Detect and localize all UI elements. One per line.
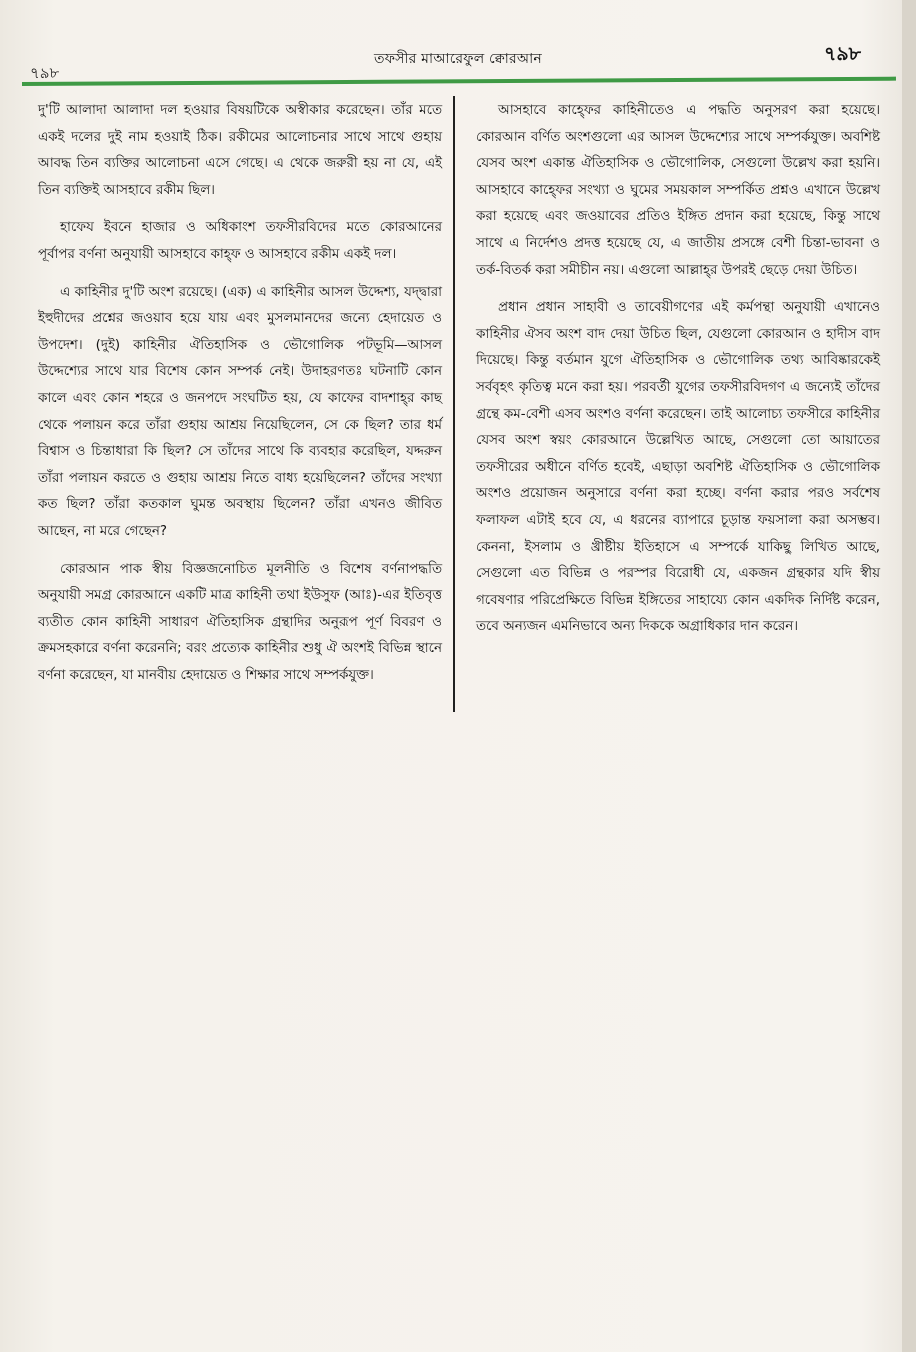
right-column xyxy=(476,98,880,652)
paragraph: এ কাহিনীর দু'টি অংশ রয়েছে। (এক) এ কাহিনীর আসল উদ্দেশ্য, যদ্দ্বারা ইহুদীদের প্রশ্নের জওয়াব হয়ে যায় এবং মুসলমানদের জন্যে হেদায়েত ও উপদেশ। (দুই) কাহিনীর ঐতিহাসিক ও ভৌগোলিক পটভূমি—আসল উদ্দেশ্যের সাথে যার বিশেষ কোন সম্পর্ক নেই। উদাহরণতঃ ঘটনাটি কোন কালে এবং কোন শহরে ও জনপদে সংঘটিত হয়, যে কাফের বাদশাহ্‌র কাছ থেকে পলায়ন করে তাঁরা গুহায় আশ্রয় নিয়েছিলেন, সে কে ছিল? তার ধর্ম বিশ্বাস ও চিন্তাধারা কি ছিল? সে তাঁদের সাথে কি ব্যবহার করেছিল, যদ্দরুন তাঁরা পলায়ন করতে ও গুহায় আশ্রয় নিতে বাধ্য হয়েছিলেন? তাঁদের সংখ্যা কত ছিল? তাঁরা কতকাল ঘুমন্ত অবস্থায় ছিলেন? তাঁরা এখনও জীবিত আছেন, না মরে গেছেন? xyxy=(38,284,442,539)
page-number-right: ৭৯৮ xyxy=(824,43,862,65)
left-column xyxy=(38,98,442,700)
column-divider xyxy=(453,96,455,712)
page-edge-strip xyxy=(902,0,916,1352)
paragraph: দু'টি আলাদা আলাদা দল হওয়ার বিষয়টিকে অস্বীকার করেছেন। তাঁর মতে একই দলের দুই নাম হওয়াই ঠিক। রকীমের আলোচনার সাথে সাথে গুহায় আবদ্ধ তিন ব্যক্তির আলোচনা এসে গেছে। এ থেকে জরুরী হয় না যে, এই তিন ব্যক্তিই আসহাবে রকীম ছিল। xyxy=(38,103,442,198)
header-rule xyxy=(22,77,896,86)
paragraph: আসহাবে কাহ্ফের কাহিনীতেও এ পদ্ধতি অনুসরণ করা হয়েছে। কোরআন বর্ণিত অংশগুলো এর আসল উদ্দেশ্যের সাথে সম্পর্কযুক্ত। অবশিষ্ট যেসব অংশ একান্ত ঐতিহাসিক ও ভৌগোলিক, সেগুলো উল্লেখ করা হয়নি। আসহাবে কাহ্ফের সংখ্যা ও ঘুমের সময়কাল সম্পর্কিত প্রশ্নও এখানে উল্লেখ করা হয়েছে এবং জওয়াবের প্রতিও ইঙ্গিত প্রদান করা হয়েছে, কিন্তু সাথে সাথে এ নির্দেশও প্রদত্ত হয়েছে যে, এ জাতীয় প্রসঙ্গে বেশী চিন্তা-ভাবনা ও তর্ক-বিতর্ক করা সমীচীন নয়। এগুলো আল্লাহ্‌র উপরই ছেড়ে দেয়া উচিত। xyxy=(476,103,880,278)
paragraph: প্রধান প্রধান সাহাবী ও তাবেয়ীগণের এই কর্মপন্থা অনুযায়ী এখানেও কাহিনীর ঐসব অংশ বাদ দেয়া উচিত ছিল, যেগুলো কোরআন ও হাদীস বাদ দিয়েছে। কিন্তু বর্তমান যুগে ঐতিহাসিক ও ভৌগোলিক তথ্য আবিষ্কারকেই সর্ববৃহৎ কৃতিত্ব মনে করা হয়। পরবর্তী যুগের তফসীরবিদগণ এ জন্যেই তাঁদের গ্রন্থে কম-বেশী এসব অংশও বর্ণনা করেছেন। তাই আলোচ্য তফসীরে কাহিনীর যেসব অংশ স্বয়ং কোরআনে উল্লেখিত আছে, সেগুলো তো আয়াতের তফসীরের অধীনে বর্ণিত হবেই, এছাড়া অবশিষ্ট ঐতিহাসিক ও ভৌগোলিক অংশও প্রয়োজন অনুসারে বর্ণনা করা হচ্ছে। বর্ণনা করার পরও সর্বশেষ ফলাফল এটাই হবে যে, এ ধরনের ব্যাপারে চূড়ান্ত ফয়সালা করা অসম্ভব। কেননা, ইসলাম ও খ্রীষ্টীয় ইতিহাসে এ সম্পর্কে যাকিছু লিখিত আছে, সেগুলো এত বিভিন্ন ও পরস্পর বিরোধী যে, একজন গ্রন্থকার যদি স্বীয় গবেষণার পরিপ্রেক্ষিতে বিভিন্ন ইঙ্গিতের সাহায্যে কোন একদিক নির্দিষ্ট করেন, তবে অন্যজন এমনিভাবে অন্য দিককে অগ্রাধিকার দান করেন। xyxy=(476,300,880,635)
page-number-left: ৭৯৮ xyxy=(30,64,60,82)
paragraph: কোরআন পাক স্বীয় বিজ্ঞজনোচিত মূলনীতি ও বিশেষ বর্ণনাপদ্ধতি অনুযায়ী সমগ্র কোরআনে একটি মাত্র কাহিনী তথা ইউসুফ (আঃ)-এর ইতিবৃত্ত ব্যতীত কোন কাহিনী সাধারণ ঐতিহাসিক গ্রন্থাদির অনুরূপ পূর্ণ বিবরণ ও ক্রমসহকারে বর্ণনা করেননি; বরং প্রত্যেক কাহিনীর শুধু ঐ অংশই বিভিন্ন স্থানে বর্ণনা করেছেন, যা মানবীয় হেদায়েত ও শিক্ষার সাথে সম্পর্কযুক্ত। xyxy=(38,561,442,683)
paragraph: হাফেয ইবনে হাজার ও অধিকাংশ তফসীরবিদের মতে কোরআনের পূর্বাপর বর্ণনা অনুযায়ী আসহাবে কাহ্ফ ও আসহাবে রকীম একই দল। xyxy=(38,220,442,262)
running-title: তফসীর মাআরেফুল ক্বোরআন xyxy=(374,51,542,67)
